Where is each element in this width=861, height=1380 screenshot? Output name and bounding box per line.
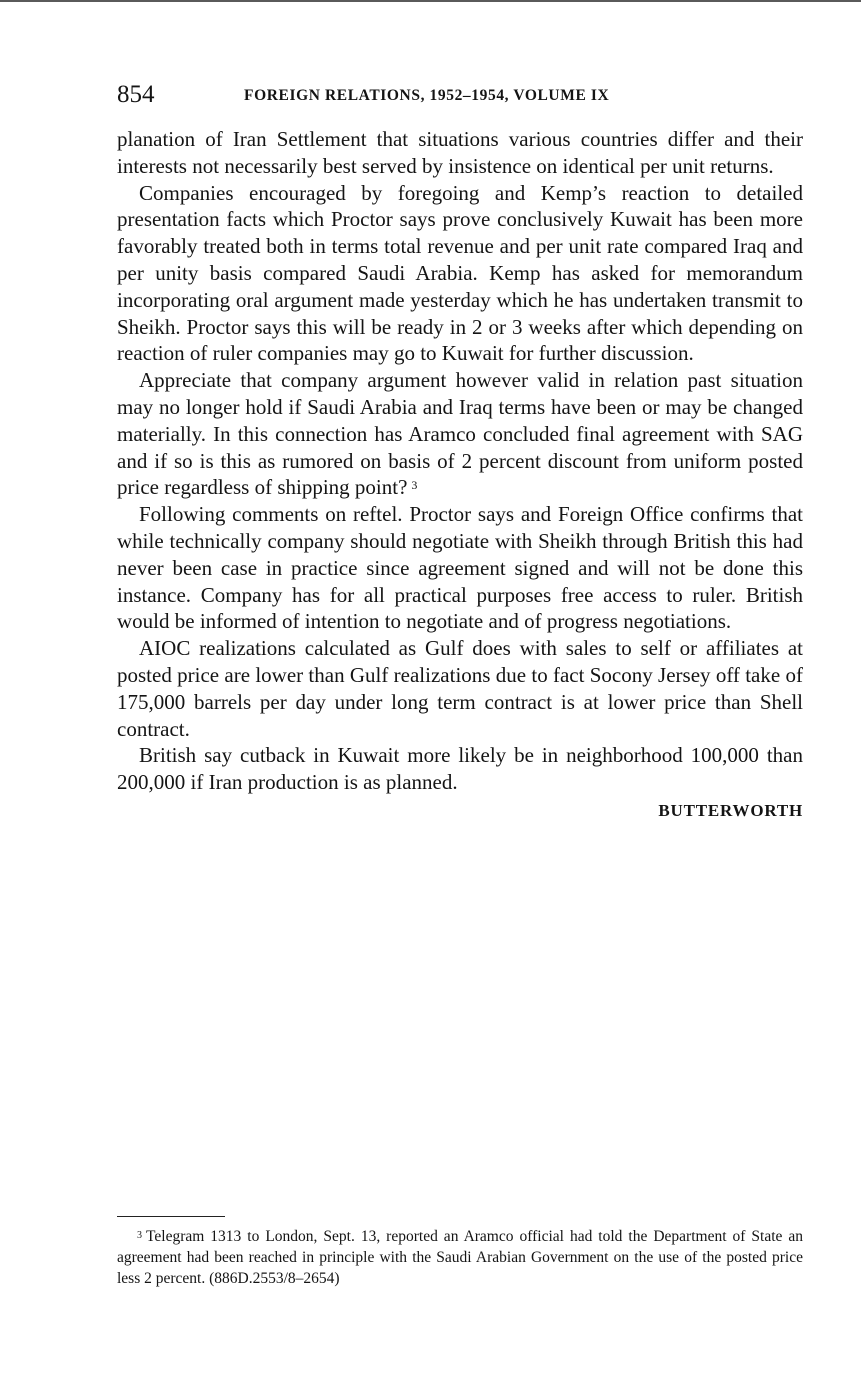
paragraph-2: Companies encouraged by foregoing and Kemp’s reaction to detailed presentation facts which Proctor says prove conclusively Kuwait has been more favorably treated both in terms total revenue and per unit rate compared Iraq and per unity basis compared Saudi Arabia. Kemp has asked for memorandum incorporating oral argument made yesterday which he has undertaken transmit to Sheikh. Proctor says this will be ready in 2 or 3 weeks after which depending on reaction of ruler companies may go to Kuwait for further discussion. — [117, 180, 803, 366]
body-text — [117, 126, 803, 796]
footnote-reference[interactable]: 3 — [411, 478, 418, 493]
paragraph-3 — [117, 367, 803, 501]
paragraph-5: AIOC realizations calculated as Gulf does with sales to self or affiliates at posted price are lower than Gulf realizations due to fact Socony Jersey off take of 175,000 barrels per day under long term contract is at lower price than Shell contract. — [117, 636, 803, 741]
paragraph-6: British say cutback in Kuwait more likely be in neighborhood 100,000 than 200,000 if Iran production is as planned. — [117, 743, 803, 795]
running-head — [117, 80, 803, 110]
footnote-area — [117, 1216, 803, 1289]
signature: BUTTERWORTH — [658, 800, 803, 820]
paragraph-1: planation of Iran Settlement that situations various countries differ and their interests not necessarily best served by insistence on identical per unit returns. — [117, 127, 803, 178]
running-title: FOREIGN RELATIONS, 1952–1954, VOLUME IX — [244, 87, 610, 104]
page-number: 854 — [117, 81, 155, 108]
paragraph-3-text: Appreciate that company argument however valid in relation past situation may no longer hold if Saudi Arabia and Iraq terms have been or may be changed materially. In this connection has Aramco concluded final agreement with SAG and if so is this as rumored on basis of 2 percent discount from uniform posted price regardless of shipping point? — [117, 368, 803, 500]
footnote — [117, 1226, 803, 1289]
footnote-rule — [117, 1216, 225, 1217]
footnote-text: Telegram 1313 to London, Sept. 13, reported an Aramco official had told the Department of State an agreement had been reached in principle with the Saudi Arabian Government on the use of the posted price less 2 percent. (886D.2553/8–2654) — [117, 1228, 803, 1287]
top-rule — [0, 0, 861, 2]
page-content — [117, 80, 803, 824]
paragraph-4: Following comments on reftel. Proctor says and Foreign Office confirms that while technically company should negotiate with Sheikh through British this had never been case in practice since agreement signed and will not be done this instance. Company has for all practical purposes free access to ruler. British would be informed of intention to negotiate and of progress negotiations. — [117, 502, 803, 634]
footnote-marker: 3 — [137, 1230, 142, 1241]
